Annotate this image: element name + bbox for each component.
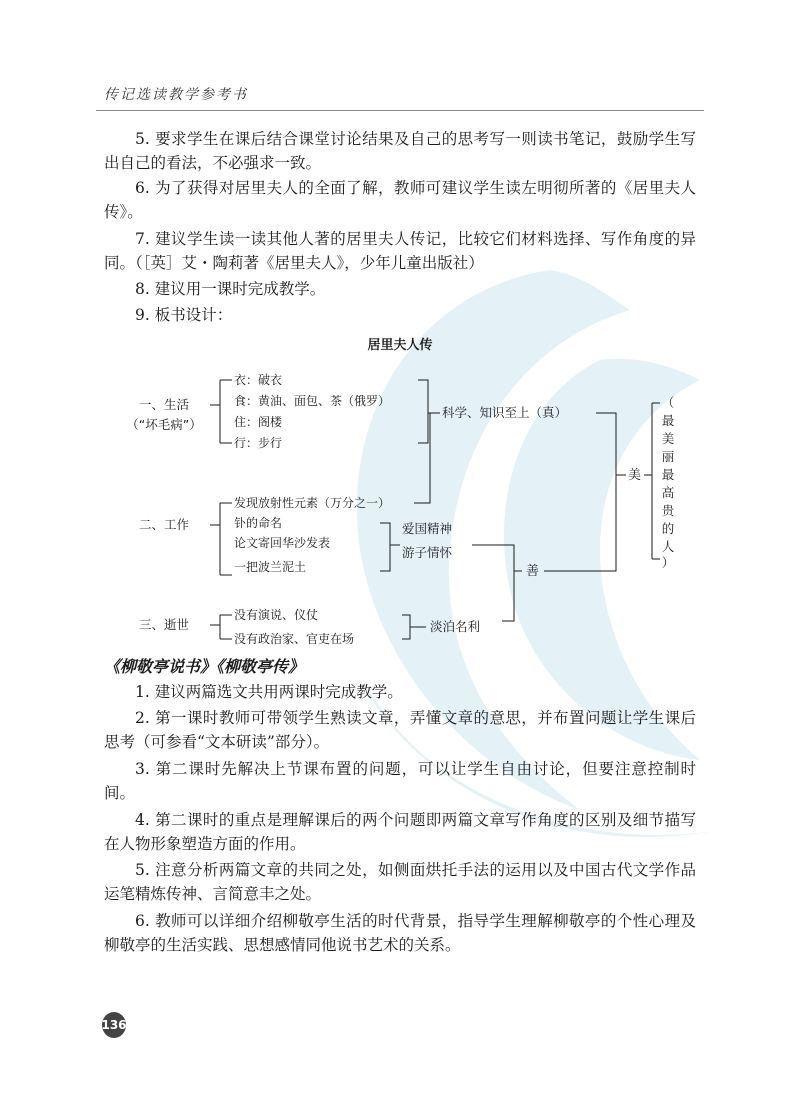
page-number: 136 (102, 1012, 126, 1038)
beauty-label: 美 (628, 468, 642, 483)
list-item: 9. 板书设计： (135, 306, 233, 324)
work-label: 二、工作 (138, 517, 190, 532)
section-title: 《柳敬亭说书》《柳敬亭传》 (104, 657, 305, 676)
running-title: 传记选读教学参考书 (104, 87, 248, 103)
list-item: 5. 注意分析两篇文章的共同之处，如侧面烘托手法的运用以及中国古代文学作品运笔精炼传神、言简意丰之处。 (104, 861, 696, 903)
list-item: 5. 要求学生在课后结合课堂讨论结果及自己的思考写一则读书笔记，鼓励学生写出自己的看法，不必强求一致。 (104, 130, 696, 172)
science-label: 科学、知识至上（真） (442, 405, 568, 420)
conclusion-char: 高 (661, 485, 675, 500)
work-item: 发现放射性元素（万分之一） (234, 496, 391, 510)
death-label: 三、逝世 (138, 617, 190, 632)
good-label: 善 (526, 564, 540, 579)
list-item: 7. 建议学生读一读其他人著的居里夫人传记，比较它们材料选择、写作角度的异同。（［英］艾・陶莉著《居里夫人》，少年儿童出版社） (104, 230, 696, 272)
list-item: 6. 教师可以详细介绍柳敬亭生活的时代背景，指导学生理解柳敬亭的个性心理及柳敬亭的生活实践、思想感情同他说书艺术的关系。 (104, 912, 696, 954)
patriot-label: 爱国精神 (402, 521, 453, 536)
conclusion-char: 贵 (661, 503, 675, 518)
board-title: 居里夫人传 (367, 338, 433, 353)
list-item: 8. 建议用一课时完成教学。 (135, 280, 326, 298)
life-label: 一、生活 (138, 397, 190, 412)
death-item: 没有演说、仪仗 (234, 608, 319, 622)
list-item: 3. 第二课时先解决上节课布置的问题，可以让学生自由讨论，但要注意控制时间。 (104, 760, 696, 802)
life-item: 行：步行 (234, 436, 283, 450)
list-item: 2. 第一课时教师可带领学生熟读文章，弄懂文章的意思，并布置问题让学生课后思考（可参看“文本研读”部分）。 (104, 709, 696, 751)
conclusion-char: 的 (661, 521, 675, 536)
life-item: 衣：破衣 (234, 373, 283, 387)
conclusion-vertical-text (662, 395, 676, 570)
conclusion-char: 丽 (661, 449, 675, 464)
patriot-sublabel: 游子情怀 (402, 545, 453, 560)
conclusion-char: 最 (661, 467, 675, 482)
work-item: 论文寄回华沙发表 (234, 536, 331, 550)
conclusion-char: 美 (661, 431, 675, 446)
life-sublabel: （“坏毛病”） (126, 417, 202, 432)
death-item: 没有政治家、官吏在场 (234, 632, 355, 646)
board-design-diagram (104, 335, 696, 655)
conclusion-char: ） (661, 555, 675, 570)
work-item: 一把波兰泥土 (234, 560, 307, 574)
conclusion-char: 人 (661, 539, 675, 554)
life-item: 食：黄油、面包、茶（俄罗） (234, 394, 391, 408)
list-item: 1. 建议两篇选文共用两课时完成教学。 (135, 683, 403, 701)
list-item: 6. 为了获得对居里夫人的全面了解，教师可建议学生读左明彻所著的《居里夫人传》。 (104, 179, 696, 221)
list-item: 4. 第二课时的重点是理解课后的两个问题即两篇文章写作角度的区别及细节描写在人物形象塑造方面的作用。 (104, 811, 696, 853)
conclusion-char: 最 (661, 413, 675, 428)
conclusion-char: （ (661, 395, 675, 410)
header-rule (96, 110, 704, 111)
work-item: 钋的命名 (234, 516, 283, 530)
life-item: 住：阁楼 (234, 415, 283, 429)
fame-label: 淡泊名利 (430, 619, 481, 634)
